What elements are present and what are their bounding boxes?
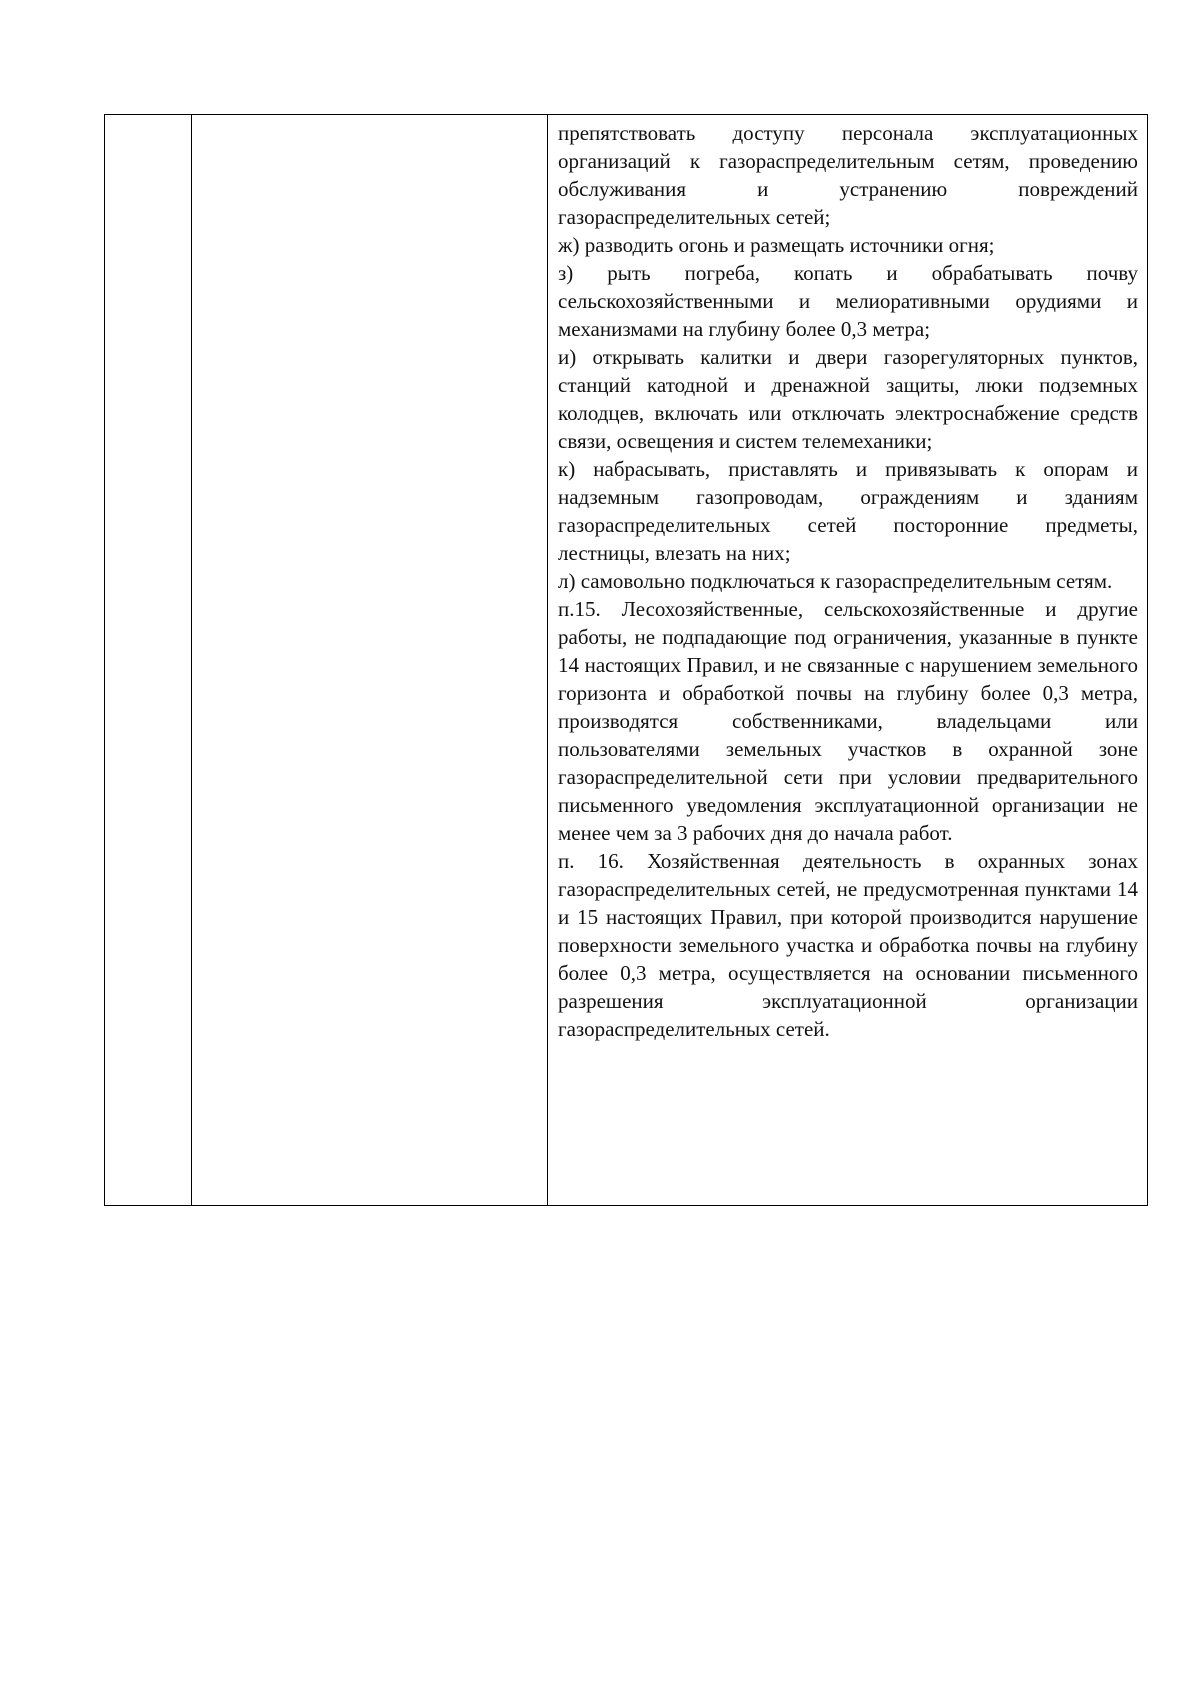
paragraph: к) набрасывать, приставлять и привязывать к опорам и надземным газопроводам, ограждениям и зданиям газораспределительных сетей посторонние предметы, лестницы, влезать на них; [558, 457, 1138, 565]
table-cell-number [105, 115, 192, 1205]
paragraph: л) самовольно подключаться к газораспределительным сетям. [558, 569, 1113, 593]
paragraph: ж) разводить огонь и размещать источники огня; [558, 233, 995, 257]
table-cell-title [192, 115, 548, 1205]
paragraph: препятствовать доступу персонала эксплуатационных организаций к газораспределительным сетям, проведению обслуживания и устранению повреждений газораспределительных сетей; [558, 121, 1138, 229]
paragraph: п. 16. Хозяйственная деятельность в охранных зонах газораспределительных сетей, не предусмотренная пунктами 14 и 15 настоящих Правил, при которой производится нарушение поверхности земельного участка и обработка почвы на глубину более 0,3 метра, осуществляется на основании письменного разрешения эксплуатационной организации газораспределительных сетей. [558, 849, 1138, 1041]
paragraph: з) рыть погреба, копать и обрабатывать почву сельскохозяйственными и мелиоративными орудиями и механизмами на глубину более 0,3 метра; [558, 261, 1138, 341]
paragraph: п.15. Лесохозяйственные, сельскохозяйственные и другие работы, не подпадающие под ограничения, указанные в пункте 14 настоящих Правил, и не связанные с нарушением земельного горизонта и обработкой почвы на глубину более 0,3 метра, производятся собственниками, владельцами или пользователями земельных участков в охранной зоне газораспределительной сети при условии предварительного письменного уведомления эксплуатационной организации не менее чем за 3 рабочих дня до начала работ. [558, 597, 1138, 845]
paragraph: и) открывать калитки и двери газорегуляторных пунктов, станций катодной и дренажной защиты, люки подземных колодцев, включать или отключать электроснабжение средств связи, освещения и систем телемеханики; [558, 345, 1138, 453]
table-cell-content [548, 115, 1147, 1205]
document-table [104, 114, 1148, 1206]
